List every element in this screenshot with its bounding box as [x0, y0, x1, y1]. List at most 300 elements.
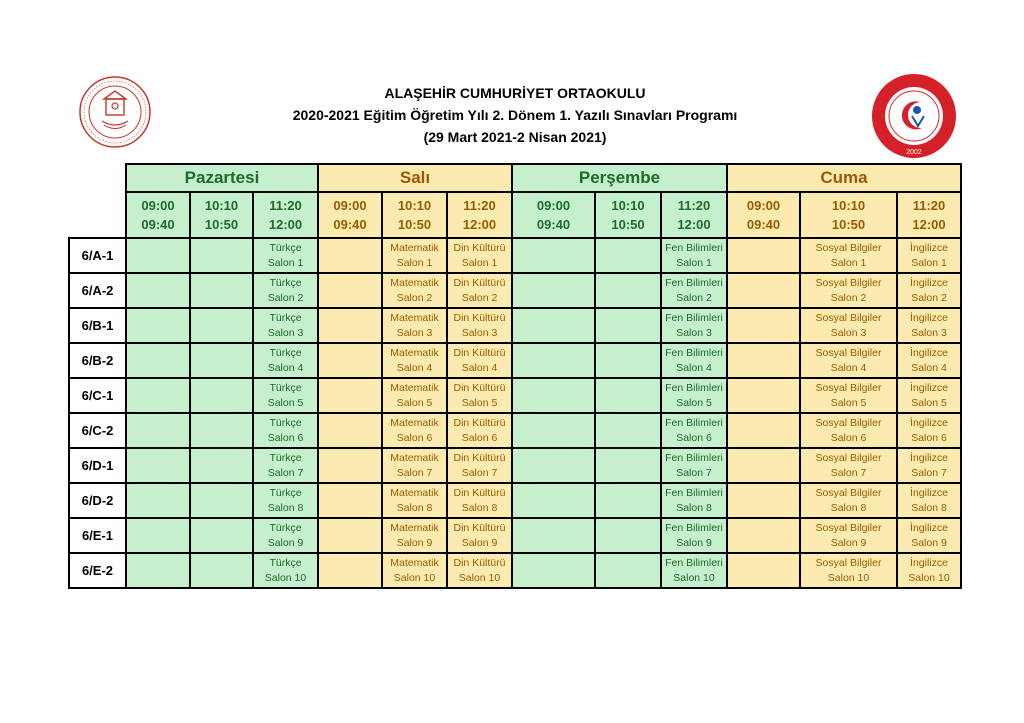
empty-cell — [512, 518, 595, 553]
exam-cell — [897, 413, 961, 448]
exam-cell — [897, 273, 961, 308]
exam-cell — [661, 553, 727, 588]
empty-cell — [595, 448, 661, 483]
time-slot — [126, 192, 190, 238]
slot-start: 09:00 — [536, 198, 571, 213]
exam-salon: Salon 8 — [267, 501, 304, 514]
table-row — [69, 238, 961, 273]
exam-cell — [382, 483, 447, 518]
exam-salon: Salon 10 — [264, 571, 307, 584]
slot-end: 10:50 — [611, 217, 645, 232]
slot-start: 09:00 — [141, 198, 175, 213]
empty-cell — [512, 343, 595, 378]
table-row — [69, 483, 961, 518]
exam-salon: Salon 1 — [830, 256, 867, 269]
empty-cell — [190, 518, 253, 553]
exam-cell — [253, 553, 318, 588]
exam-salon: Salon 10 — [827, 571, 870, 584]
exam-subject: İngilizce — [910, 486, 948, 499]
exam-salon: Salon 7 — [911, 466, 947, 479]
exam-cell — [800, 518, 897, 553]
empty-cell — [318, 518, 382, 553]
empty-cell — [595, 413, 661, 448]
exam-subject: Türkçe — [269, 346, 302, 359]
exam-salon: Salon 7 — [461, 466, 498, 479]
empty-cell — [512, 553, 595, 588]
slot-end: 10:50 — [397, 217, 432, 232]
exam-salon: Salon 3 — [461, 326, 498, 339]
time-slot — [253, 192, 318, 238]
exam-salon: Salon 5 — [911, 396, 947, 409]
exam-subject: Sosyal Bilgiler — [815, 416, 882, 429]
empty-cell — [190, 483, 253, 518]
exam-salon: Salon 2 — [676, 291, 712, 304]
empty-cell — [512, 238, 595, 273]
slot-end: 09:40 — [536, 217, 571, 232]
table-row — [69, 553, 961, 588]
exam-cell — [253, 483, 318, 518]
exam-subject: Sosyal Bilgiler — [815, 521, 882, 534]
exam-subject: Sosyal Bilgiler — [815, 311, 882, 324]
exam-cell — [382, 448, 447, 483]
slot-start: 11:20 — [912, 198, 946, 213]
exam-salon: Salon 9 — [267, 536, 304, 549]
exam-cell — [897, 308, 961, 343]
class-label: 6/D-1 — [69, 448, 126, 483]
exam-subject: Türkçe — [269, 521, 302, 534]
exam-salon: Salon 7 — [676, 466, 712, 479]
empty-cell — [318, 413, 382, 448]
exam-cell — [253, 308, 318, 343]
empty-cell — [512, 483, 595, 518]
exam-subject: Din Kültürü — [453, 241, 506, 254]
empty-cell — [318, 378, 382, 413]
exam-salon: Salon 5 — [396, 396, 433, 409]
slot-end: 09:40 — [333, 217, 367, 232]
class-label: 6/E-2 — [69, 553, 126, 588]
exam-salon: Salon 6 — [461, 431, 498, 444]
exam-salon: Salon 4 — [676, 361, 712, 374]
exam-cell — [800, 413, 897, 448]
exam-salon: Salon 10 — [673, 571, 715, 584]
class-label: 6/C-1 — [69, 378, 126, 413]
exam-salon: Salon 2 — [461, 291, 498, 304]
exam-salon: Salon 4 — [911, 361, 947, 374]
empty-cell — [126, 308, 190, 343]
exam-salon: Salon 5 — [830, 396, 867, 409]
exam-cell — [382, 413, 447, 448]
exam-salon: Salon 1 — [676, 256, 712, 269]
exam-subject: Din Kültürü — [453, 416, 506, 429]
exam-salon: Salon 4 — [830, 361, 867, 374]
empty-cell — [727, 413, 800, 448]
exam-salon: Salon 2 — [911, 291, 947, 304]
empty-cell — [190, 413, 253, 448]
exam-salon: Salon 5 — [461, 396, 498, 409]
exam-subject: Matematik — [390, 556, 439, 569]
exam-salon: Salon 8 — [676, 501, 712, 514]
time-slot — [190, 192, 253, 238]
exam-cell — [661, 238, 727, 273]
time-slot — [512, 192, 595, 238]
empty-cell — [126, 238, 190, 273]
exam-subject: Fen Bilimleri — [665, 451, 723, 464]
exam-cell — [800, 308, 897, 343]
exam-subject: Din Kültürü — [453, 381, 506, 394]
table-row — [69, 273, 961, 308]
exam-salon: Salon 9 — [396, 536, 433, 549]
exam-cell — [661, 483, 727, 518]
day-header: Pazartesi — [126, 164, 318, 192]
time-slot — [800, 192, 897, 238]
exam-salon: Salon 6 — [396, 431, 433, 444]
exam-cell — [897, 483, 961, 518]
empty-cell — [595, 308, 661, 343]
class-label: 6/B-1 — [69, 308, 126, 343]
exam-cell — [382, 378, 447, 413]
exam-cell — [447, 308, 512, 343]
exam-subject: Fen Bilimleri — [665, 416, 723, 429]
exam-cell — [800, 273, 897, 308]
exam-cell — [382, 518, 447, 553]
exam-date-range: (29 Mart 2021-2 Nisan 2021) — [423, 129, 607, 145]
logo-year-label: 2002 — [906, 149, 922, 156]
exam-subject: Sosyal Bilgiler — [815, 381, 882, 394]
exam-subject: Türkçe — [269, 276, 302, 289]
exam-subject: Sosyal Bilgiler — [815, 276, 882, 289]
exam-salon: Salon 3 — [830, 326, 867, 339]
class-label: 6/E-1 — [69, 518, 126, 553]
exam-cell — [800, 343, 897, 378]
empty-cell — [727, 238, 800, 273]
exam-cell — [800, 448, 897, 483]
exam-subject: Din Kültürü — [453, 451, 506, 464]
empty-cell — [190, 553, 253, 588]
exam-subject: Sosyal Bilgiler — [815, 556, 882, 569]
exam-subject: Türkçe — [269, 241, 302, 254]
exam-salon: Salon 2 — [396, 291, 433, 304]
empty-cell — [190, 238, 253, 273]
exam-subject: Din Kültürü — [453, 556, 506, 569]
exam-subject: Matematik — [390, 381, 439, 394]
time-slot — [382, 192, 447, 238]
exam-salon: Salon 7 — [396, 466, 433, 479]
slot-start: 11:20 — [463, 198, 496, 213]
exam-cell — [253, 448, 318, 483]
empty-cell — [727, 448, 800, 483]
exam-cell — [897, 518, 961, 553]
exam-subject: Türkçe — [269, 381, 302, 394]
slot-end: 10:50 — [204, 217, 239, 232]
exam-salon: Salon 5 — [676, 396, 712, 409]
empty-cell — [727, 273, 800, 308]
exam-subject: Din Kültürü — [453, 311, 506, 324]
exam-salon: Salon 9 — [676, 536, 712, 549]
exam-subject: İngilizce — [910, 241, 948, 254]
exam-cell — [447, 413, 512, 448]
exam-cell — [447, 238, 512, 273]
empty-cell — [727, 518, 800, 553]
slot-end: 10:50 — [831, 217, 866, 232]
document-title — [200, 82, 830, 148]
exam-cell — [382, 553, 447, 588]
exam-subject: Matematik — [390, 521, 439, 534]
school-logo-icon — [870, 72, 958, 160]
empty-cell — [126, 448, 190, 483]
exam-cell — [800, 238, 897, 273]
empty-cell — [595, 343, 661, 378]
table-row — [69, 413, 961, 448]
empty-cell — [190, 343, 253, 378]
exam-salon: Salon 9 — [461, 536, 498, 549]
empty-cell — [512, 378, 595, 413]
table-row — [69, 308, 961, 343]
exam-cell — [800, 378, 897, 413]
exam-cell — [382, 308, 447, 343]
exam-subject: Din Kültürü — [453, 521, 506, 534]
day-header-row — [69, 164, 961, 192]
exam-subject: Matematik — [390, 451, 439, 464]
table-row — [69, 518, 961, 553]
exam-subject: Fen Bilimleri — [665, 381, 723, 394]
corner-blank — [69, 164, 126, 192]
slot-start: 10:10 — [831, 198, 866, 213]
exam-cell — [253, 343, 318, 378]
exam-salon: Salon 1 — [911, 256, 947, 269]
exam-subject: Matematik — [390, 241, 439, 254]
empty-cell — [318, 553, 382, 588]
slot-end: 12:00 — [268, 217, 303, 232]
time-header-row — [69, 192, 961, 238]
exam-salon: Salon 9 — [911, 536, 947, 549]
school-name: ALAŞEHİR CUMHURİYET ORTAOKULU — [384, 85, 646, 101]
empty-cell — [595, 238, 661, 273]
exam-salon: Salon 3 — [911, 326, 947, 339]
exam-salon: Salon 5 — [267, 396, 304, 409]
exam-subject: Matematik — [390, 486, 439, 499]
exam-subject: Sosyal Bilgiler — [815, 486, 882, 499]
exam-subject: İngilizce — [910, 276, 948, 289]
class-label: 6/B-2 — [69, 343, 126, 378]
exam-cell — [447, 343, 512, 378]
slot-start: 09:00 — [333, 198, 367, 213]
exam-salon: Salon 8 — [461, 501, 498, 514]
exam-salon: Salon 3 — [267, 326, 304, 339]
class-label: 6/A-1 — [69, 238, 126, 273]
exam-salon: Salon 4 — [267, 361, 304, 374]
exam-subject: Matematik — [390, 416, 439, 429]
exam-cell — [661, 448, 727, 483]
exam-salon: Salon 4 — [461, 361, 498, 374]
exam-cell — [897, 553, 961, 588]
empty-cell — [190, 273, 253, 308]
exam-subject: Türkçe — [269, 486, 302, 499]
exam-subject: İngilizce — [910, 451, 948, 464]
exam-salon: Salon 10 — [393, 571, 436, 584]
empty-cell — [512, 308, 595, 343]
exam-subject: İngilizce — [910, 416, 948, 429]
exam-cell — [382, 273, 447, 308]
exam-salon: Salon 2 — [267, 291, 304, 304]
exam-subject: Matematik — [390, 276, 439, 289]
exam-cell — [661, 378, 727, 413]
exam-salon: Salon 6 — [911, 431, 947, 444]
exam-salon: Salon 6 — [676, 431, 712, 444]
slot-start: 10:10 — [611, 198, 645, 213]
slot-end: 12:00 — [462, 217, 497, 232]
exam-subject: İngilizce — [910, 311, 948, 324]
exam-cell — [661, 343, 727, 378]
exam-subject: Türkçe — [269, 416, 302, 429]
exam-cell — [447, 518, 512, 553]
slot-start: 11:20 — [269, 198, 302, 213]
exam-subject: İngilizce — [910, 556, 948, 569]
time-slot — [727, 192, 800, 238]
exam-cell — [897, 378, 961, 413]
class-label: 6/A-2 — [69, 273, 126, 308]
exam-salon: Salon 4 — [396, 361, 433, 374]
slot-start: 10:10 — [204, 198, 239, 213]
exam-subject: İngilizce — [910, 521, 948, 534]
exam-salon: Salon 3 — [676, 326, 712, 339]
empty-cell — [318, 343, 382, 378]
class-label: 6/C-2 — [69, 413, 126, 448]
exam-cell — [661, 413, 727, 448]
exam-cell — [897, 448, 961, 483]
exam-subject: Matematik — [390, 346, 439, 359]
exam-salon: Salon 8 — [396, 501, 433, 514]
exam-subject: Din Kültürü — [453, 346, 506, 359]
exam-subject: İngilizce — [910, 381, 948, 394]
exam-salon: Salon 6 — [830, 431, 867, 444]
exam-cell — [382, 343, 447, 378]
empty-cell — [595, 378, 661, 413]
empty-cell — [727, 343, 800, 378]
exam-salon: Salon 7 — [830, 466, 867, 479]
exam-salon: Salon 3 — [396, 326, 433, 339]
exam-cell — [253, 378, 318, 413]
exam-cell — [253, 238, 318, 273]
class-label: 6/D-2 — [69, 483, 126, 518]
exam-salon: Salon 7 — [267, 466, 304, 479]
exam-salon: Salon 1 — [396, 256, 433, 269]
slot-end: 09:40 — [141, 217, 175, 232]
exam-subject: Sosyal Bilgiler — [815, 451, 882, 464]
empty-cell — [126, 343, 190, 378]
table-row — [69, 448, 961, 483]
slot-start: 09:00 — [746, 198, 781, 213]
exam-cell — [661, 518, 727, 553]
exam-schedule-table — [68, 163, 962, 589]
exam-cell — [661, 308, 727, 343]
exam-cell — [800, 553, 897, 588]
exam-cell — [253, 518, 318, 553]
empty-cell — [595, 273, 661, 308]
exam-salon: Salon 1 — [267, 256, 304, 269]
exam-salon: Salon 2 — [830, 291, 867, 304]
exam-cell — [447, 378, 512, 413]
empty-cell — [126, 518, 190, 553]
table-row — [69, 378, 961, 413]
exam-salon: Salon 1 — [461, 256, 498, 269]
empty-cell — [318, 273, 382, 308]
exam-salon: Salon 10 — [458, 571, 501, 584]
empty-cell — [595, 553, 661, 588]
empty-cell — [727, 483, 800, 518]
exam-cell — [447, 483, 512, 518]
slot-end: 12:00 — [912, 217, 946, 232]
empty-cell — [512, 448, 595, 483]
time-slot — [595, 192, 661, 238]
slot-end: 09:40 — [746, 217, 781, 232]
exam-subject: Türkçe — [269, 311, 302, 324]
exam-cell — [800, 483, 897, 518]
corner-blank — [69, 192, 126, 238]
empty-cell — [318, 448, 382, 483]
exam-subject: İngilizce — [910, 346, 948, 359]
exam-subject: Fen Bilimleri — [665, 521, 723, 534]
exam-subject: Din Kültürü — [453, 486, 506, 499]
empty-cell — [595, 518, 661, 553]
empty-cell — [190, 448, 253, 483]
empty-cell — [512, 273, 595, 308]
empty-cell — [190, 308, 253, 343]
empty-cell — [727, 553, 800, 588]
exam-cell — [382, 238, 447, 273]
exam-subject: Fen Bilimleri — [665, 556, 723, 569]
exam-subject: Türkçe — [269, 556, 302, 569]
exam-salon: Salon 8 — [911, 501, 947, 514]
empty-cell — [727, 308, 800, 343]
empty-cell — [595, 483, 661, 518]
slot-start: 10:10 — [397, 198, 432, 213]
exam-salon: Salon 6 — [267, 431, 304, 444]
slot-start: 11:20 — [677, 198, 711, 213]
exam-cell — [661, 273, 727, 308]
exam-salon: Salon 9 — [830, 536, 867, 549]
exam-cell — [253, 273, 318, 308]
time-slot — [897, 192, 961, 238]
exam-cell — [897, 343, 961, 378]
day-header: Salı — [318, 164, 512, 192]
time-slot — [318, 192, 382, 238]
exam-subject: Fen Bilimleri — [665, 486, 723, 499]
table-row — [69, 343, 961, 378]
empty-cell — [190, 378, 253, 413]
exam-salon: Salon 8 — [830, 501, 867, 514]
time-slot — [447, 192, 512, 238]
empty-cell — [126, 553, 190, 588]
exam-cell — [447, 448, 512, 483]
exam-subject: Türkçe — [269, 451, 302, 464]
ministry-seal-icon — [78, 75, 152, 149]
day-header: Cuma — [727, 164, 961, 192]
empty-cell — [126, 483, 190, 518]
exam-cell — [897, 238, 961, 273]
day-header: Perşembe — [512, 164, 727, 192]
exam-subject: Matematik — [390, 311, 439, 324]
exam-subject: Sosyal Bilgiler — [815, 346, 882, 359]
empty-cell — [512, 413, 595, 448]
empty-cell — [126, 378, 190, 413]
exam-subject: Fen Bilimleri — [665, 276, 723, 289]
empty-cell — [318, 483, 382, 518]
exam-subject: Fen Bilimleri — [665, 311, 723, 324]
exam-cell — [447, 273, 512, 308]
empty-cell — [126, 413, 190, 448]
exam-salon: Salon 10 — [908, 571, 950, 584]
empty-cell — [318, 238, 382, 273]
